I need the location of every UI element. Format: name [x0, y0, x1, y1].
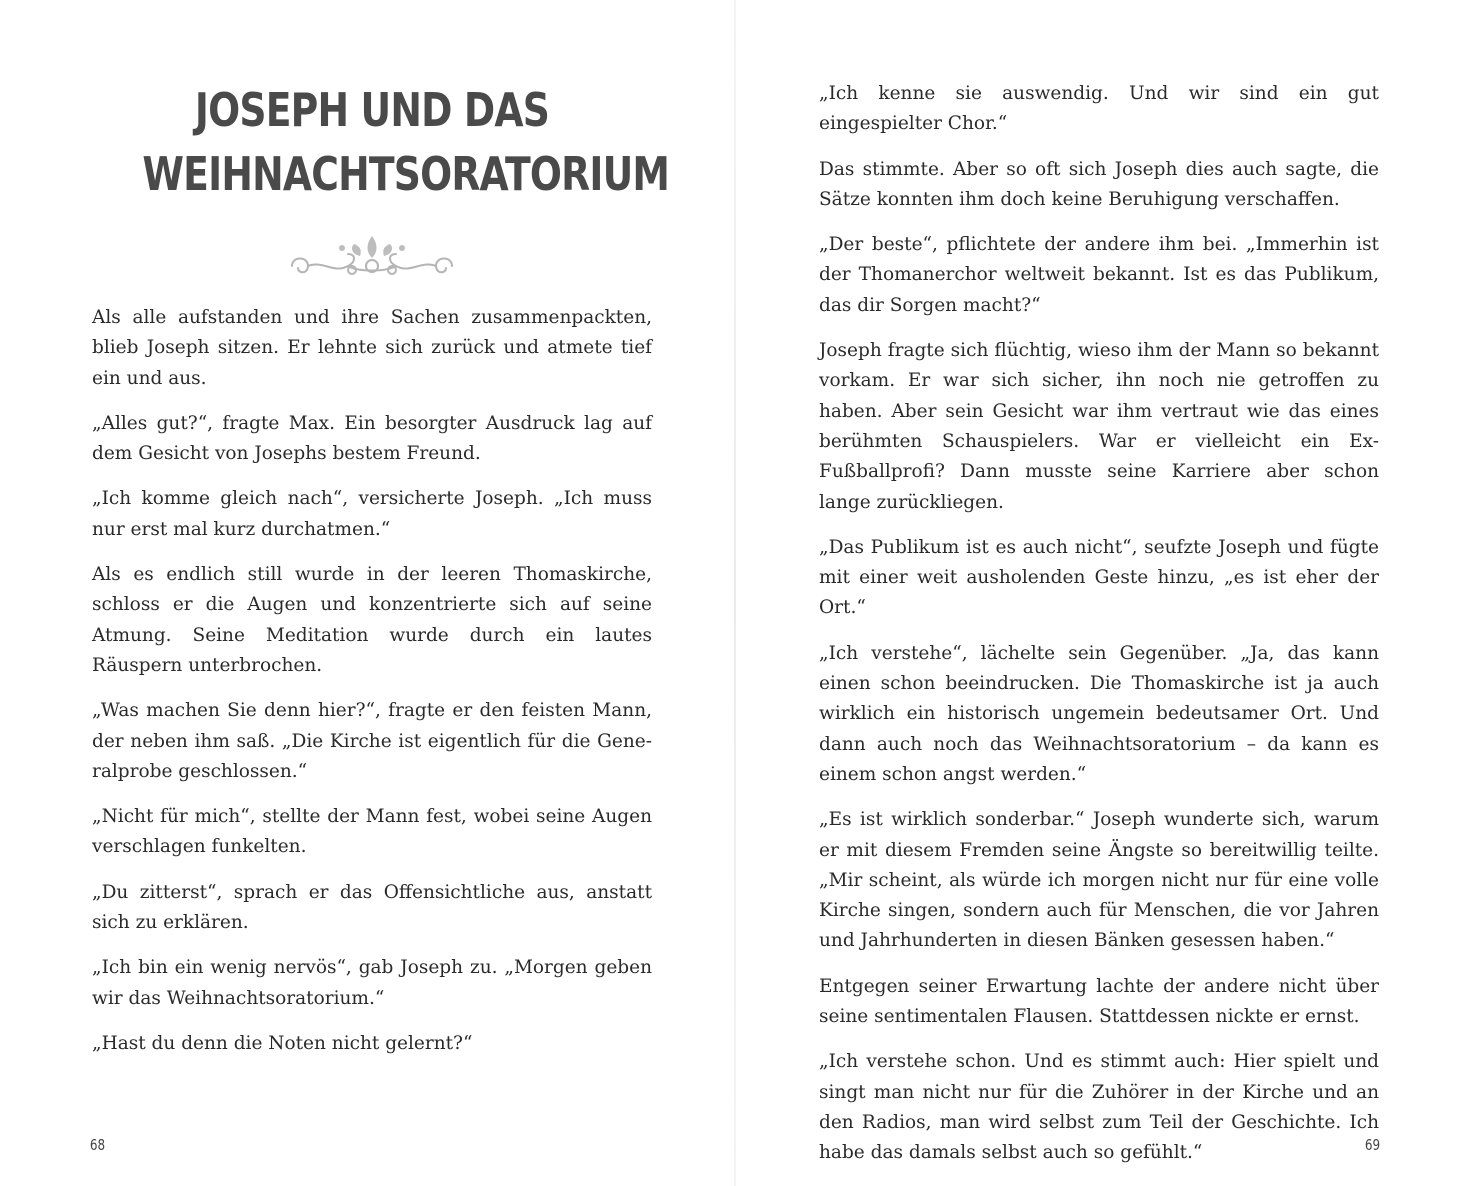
paragraph: Das stimmte. Aber so oft sich Joseph dies auch sagte, die Sätze konnten ihm doch keine Beruhigung verschaffen.	[819, 158, 1379, 210]
paragraph: „Ich komme gleich nach“, versicherte Joseph. „Ich muss nur erst mal kurz durchatmen.“	[92, 488, 652, 540]
flourish-ornament-icon	[282, 232, 462, 280]
paragraph: „Was machen Sie denn hier?“, fragte er den feisten Mann, der neben ihm saß. „Die Kirche ist eigentlich für die Generalprobe geschlossen.“	[92, 700, 652, 782]
left-page-body	[92, 303, 652, 1074]
paragraph: „Alles gut?“, fragte Max. Ein besorgter Ausdruck lag auf dem Gesicht von Josephs bestem Freund.	[92, 412, 652, 465]
paragraph: Als es endlich still wurde in der leeren Thomaskirche, schloss er die Augen und konzentrierte sich auf seine Atmung. Seine Meditation wurde durch ein lautes Räuspern unterbrochen.	[92, 564, 652, 676]
page-number-left: 68	[89, 1136, 106, 1154]
page-number-right: 69	[1364, 1136, 1381, 1154]
chapter-title: JOSEPH UND DAS WEIHNACHTSORATORIUM	[142, 83, 670, 201]
paragraph: Joseph fragte sich flüchtig, wieso ihm der Mann so bekannt vorkam. Er war sich sicher, ihn noch nie getroffen zu haben. Aber sein Gesicht war ihm vertraut wie das eines berühmten Schauspielers. War er vielleicht ein Ex-Fußballprofi? Dann musste seine Karriere aber schon lange zurückliegen.	[819, 340, 1379, 513]
paragraph: „Ich verstehe schon. Und es stimmt auch: Hier spielt und singt man nicht nur für die Zuhörer in der Kirche und an den Radios, man wird selbst zum Teil der Geschichte. Ich habe das damals selbst auch so gefühlt.“	[819, 1051, 1379, 1164]
paragraph: Entgegen seiner Erwartung lachte der andere nicht über seine sentimentalen Flausen. Stattdessen nickte er ernst.	[819, 975, 1379, 1028]
paragraph: „Nicht für mich“, stellte der Mann fest, wobei seine Augen verschlagen funkelten.	[92, 806, 652, 858]
paragraph: „Ich verstehe“, lächelte sein Gegenüber. „Ja, das kann einen schon beeindrucken. Die Thomaskirche ist ja auch wirklich ein historisch ungemein bedeutsamer Ort. Und dann auch noch das Weihnachtsoratorium – da kann es einem schon angst werden.“	[819, 642, 1379, 785]
right-page	[737, 0, 1474, 1186]
book-gutter	[734, 0, 736, 1186]
paragraph: „Das Publikum ist es auch nicht“, seufzte Joseph und fügte mit einer weit ausholenden Geste hinzu, „es ist eher der Ort.“	[819, 536, 1379, 619]
paragraph: „Ich kenne sie auswendig. Und wir sind ein gut eingespielter Chor.“	[819, 83, 1379, 135]
paragraph: Als alle aufstanden und ihre Sachen zusammenpackten, blieb Joseph sitzen. Er lehnte sich zurück und atmete tief ein und aus.	[92, 307, 652, 389]
paragraph: „Es ist wirklich sonderbar.“ Joseph wunderte sich, warum er mit diesem Fremden seine Ängste so bereitwillig teilte. „Mir scheint, als würde ich morgen nicht nur für eine volle Kirche singen, sondern auch für Menschen, die vor Jahren und Jahrhunderten in diesen Bänken gesessen haben.“	[819, 809, 1379, 952]
paragraph: „Hast du denn die Noten nicht gelernt?“	[92, 1032, 473, 1054]
right-page-body	[819, 79, 1379, 1184]
paragraph: „Du zitterst“, sprach er das Offensichtliche aus, anstatt sich zu erklären.	[92, 881, 652, 934]
paragraph: „Ich bin ein wenig nervös“, gab Joseph zu. „Morgen geben wir das Weihnachtsoratorium.“	[92, 957, 652, 1009]
paragraph: „Der beste“, pflichtete der andere ihm bei. „Immerhin ist der Thomanerchor weltweit bekannt. Ist es das Publikum, das dir Sorgen macht?“	[819, 234, 1379, 316]
